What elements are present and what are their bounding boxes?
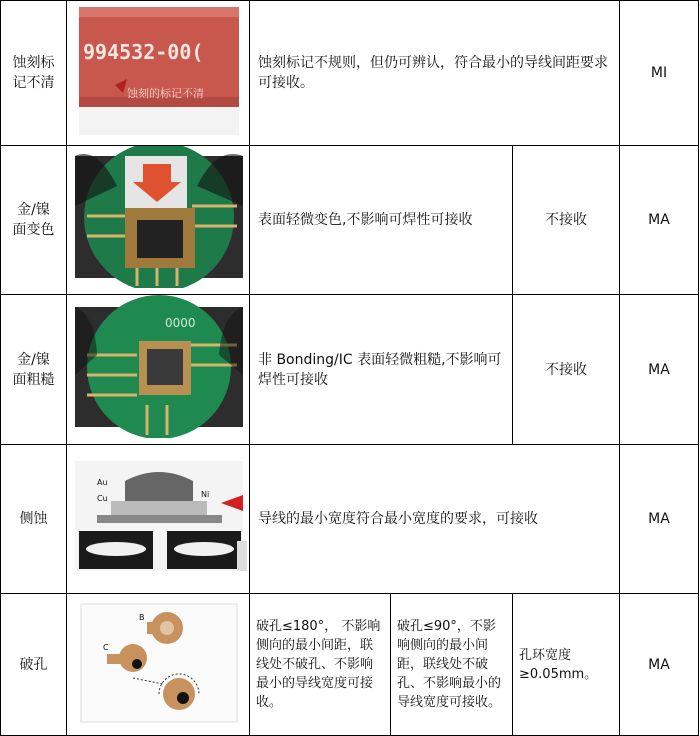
- reject-label: 不接收: [545, 212, 587, 228]
- image-caption: 蚀刻的标记不清: [127, 87, 204, 100]
- description-text: 非 Bonding/IC 表面轻微粗糙,不影响可焊性可接收: [258, 351, 502, 388]
- table-row: [1, 594, 699, 736]
- description-text: 破孔≤180°， 不影响侧向的最小间距，联线处不破孔、不影响最小的导线宽度可接收。: [256, 619, 381, 710]
- reject-cell: [513, 146, 620, 295]
- category-label: 蚀刻标记不清: [12, 55, 55, 91]
- description-cell-1: [250, 594, 391, 736]
- grade-cell: [620, 295, 699, 445]
- description-text: 破孔≤90°，不影响侧向的最小间距，联线处不破孔、不影响最小的导线宽度可接收。: [397, 619, 502, 710]
- image-cell: [67, 445, 250, 594]
- description-cell: [250, 1, 620, 146]
- category-label: 侧蚀: [19, 511, 48, 527]
- etched-marking-photo: [67, 1, 250, 139]
- rough-pad-photo: [67, 295, 250, 438]
- description-cell: [250, 445, 620, 594]
- description-cell: [250, 295, 513, 445]
- description-text: 孔环宽度≥0.05mm。: [519, 647, 598, 682]
- category-label: 金/镍面变色: [12, 202, 55, 238]
- reject-label: 不接收: [545, 361, 587, 378]
- description-cell-3: [513, 594, 620, 736]
- table-row: [1, 146, 699, 295]
- image-cell: [67, 1, 250, 146]
- au-label: Au: [97, 478, 108, 487]
- table-row: [1, 1, 699, 146]
- discolored-pad-photo: [67, 146, 250, 288]
- broken-hole-diagram: [67, 594, 250, 729]
- category-cell: [1, 445, 67, 594]
- image-cell: [67, 594, 250, 736]
- cu-label: Cu: [97, 494, 108, 503]
- reject-cell: [513, 295, 620, 445]
- category-cell: [1, 295, 67, 445]
- etched-part-number: 994532-00(: [83, 40, 204, 64]
- category-cell: [1, 1, 67, 146]
- image-cell: [67, 295, 250, 445]
- description-text: 导线的最小宽度符合最小宽度的要求，可接收: [258, 511, 538, 527]
- table-row: [1, 295, 699, 445]
- category-cell: [1, 594, 67, 736]
- grade-cell: [620, 1, 699, 146]
- grade-label: MA: [648, 511, 670, 527]
- undercut-diagram: [67, 445, 250, 587]
- grade-label: MA: [648, 361, 670, 378]
- category-cell: [1, 146, 67, 295]
- category-label: 破孔: [19, 656, 48, 673]
- svg-text:0000: 0000: [165, 316, 196, 330]
- grade-label: MA: [648, 212, 670, 228]
- grade-cell: [620, 445, 699, 594]
- ni-label: Ni: [201, 490, 210, 499]
- category-label: 金/镍面粗糙: [12, 351, 55, 388]
- description-text: 表面轻微变色,不影响可焊性可接收: [258, 212, 473, 228]
- image-cell: [67, 146, 250, 295]
- description-cell-2: [391, 594, 513, 736]
- description-text: 蚀刻标记不规则，但仍可辨认，符合最小的导线间距要求可接收。: [258, 55, 608, 91]
- grade-cell: [620, 594, 699, 736]
- c-label: C: [103, 643, 109, 652]
- table-row: [1, 445, 699, 594]
- description-cell: [250, 146, 513, 295]
- grade-label: MI: [650, 65, 668, 81]
- grade-cell: [620, 146, 699, 295]
- b-label: B: [139, 613, 145, 622]
- grade-label: MA: [648, 656, 670, 673]
